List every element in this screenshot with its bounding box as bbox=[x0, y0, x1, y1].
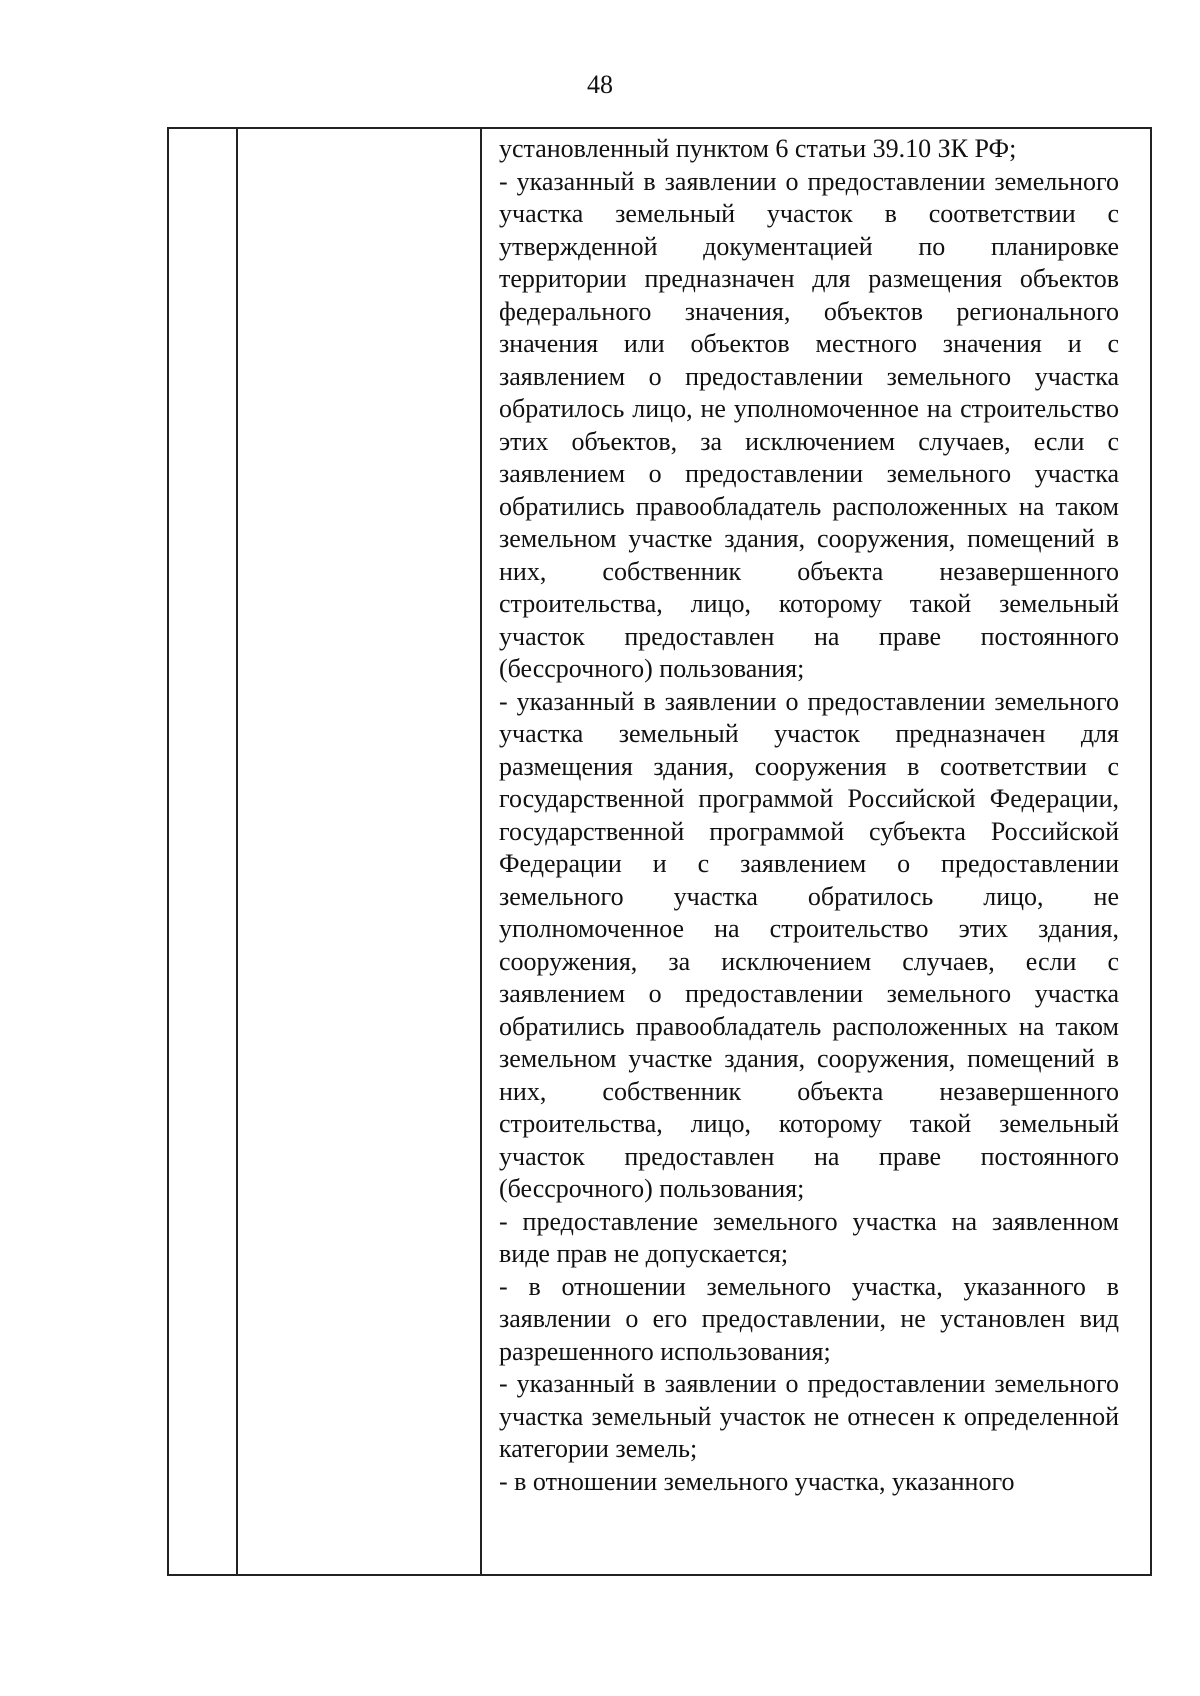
paragraph: - в отношении земельного участка, указанного в заявлении о его предоставлении, не установлен вид разрешенного использования; bbox=[499, 1271, 1119, 1366]
table-cell-text bbox=[499, 133, 1119, 1498]
paragraph: - в отношении земельного участка, указанного bbox=[499, 1466, 1015, 1496]
paragraph: - указанный в заявлении о предоставлении земельного участка земельный участок предназначен для размещения здания, сооружения в соответствии с государственной программой Российской Федерации, государственной программой субъекта Российской Федерации и с заявлением о предоставлении земельного участка обратилось лицо, не уполномоченное на строительство этих здания, сооружения, за исключением случаев, если с заявлением о предоставлении земельного участка обратились правообладатель расположенных на таком земельном участке здания, сооружения, помещений в них, собственник объекта незавершенного строительства, лицо, которому такой земельный участок предоставлен на праве постоянного (бессрочного) пользования; bbox=[499, 686, 1119, 1203]
page-number: 48 bbox=[587, 70, 613, 99]
document-table bbox=[167, 127, 1152, 1576]
paragraph: установленный пунктом 6 статьи 39.10 ЗК РФ; bbox=[499, 134, 1017, 163]
paragraph: - указанный в заявлении о предоставлении земельного участка земельный участок не отнесен к определенной категории земель; bbox=[499, 1369, 1119, 1463]
paragraph: - предоставление земельного участка на заявленном виде прав не допускается; bbox=[499, 1206, 1119, 1268]
column-divider bbox=[480, 129, 482, 1574]
paragraph: - указанный в заявлении о предоставлении земельного участка земельный участок в соответствии с утвержденной документацией по планировке территории предназначен для размещения объектов федерального значения, объектов регионального значения или объектов местного значения и с заявлением о предоставлении земельного участка обратилось лицо, не уполномоченное на строительство этих объектов, за исключением случаев, если с заявлением о предоставлении земельного участка обратились правообладатель расположенных на таком земельном участке здания, сооружения, помещений в них, собственник объекта незавершенного строительства, лицо, которому такой земельный участок предоставлен на праве постоянного (бессрочного) пользования; bbox=[499, 166, 1119, 683]
column-divider bbox=[236, 129, 238, 1574]
